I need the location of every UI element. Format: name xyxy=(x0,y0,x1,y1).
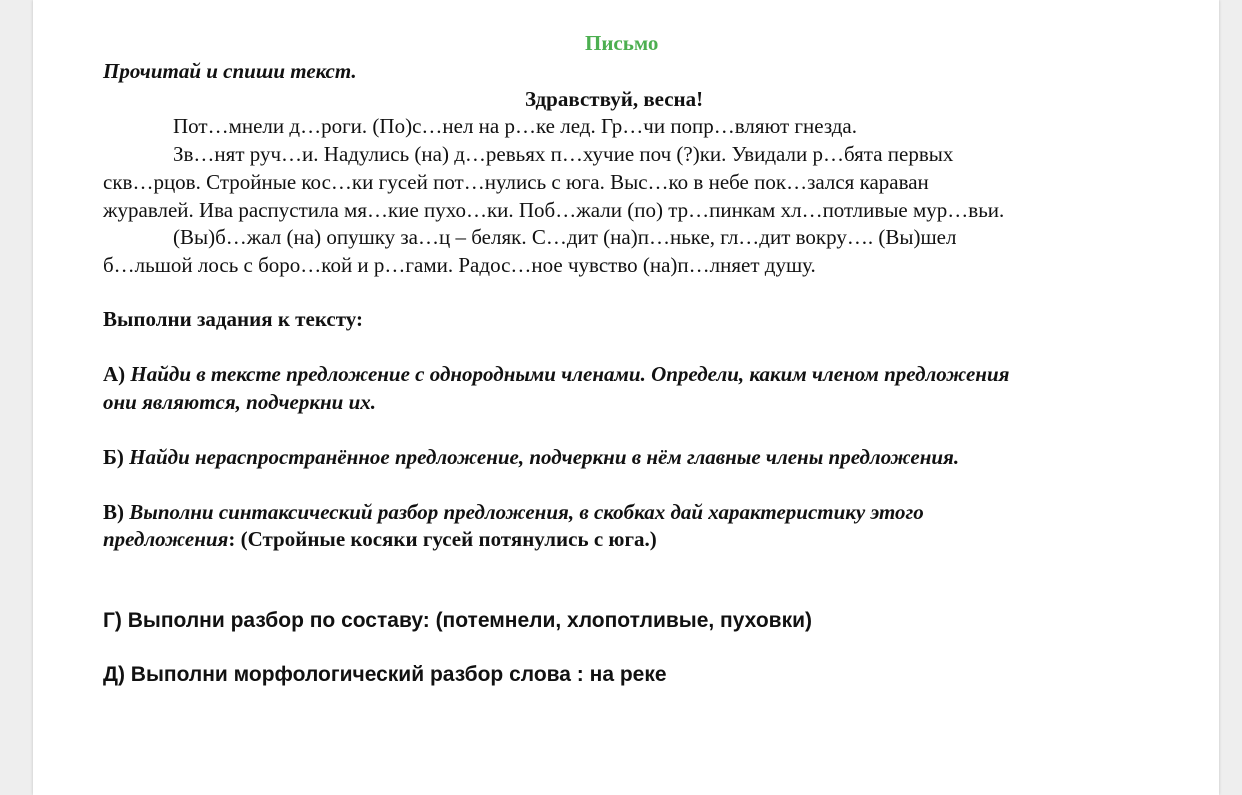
document-page xyxy=(33,0,1219,795)
tasks-header: Выполни задания к тексту: xyxy=(103,307,363,331)
task-v-sentence: : (Стройные косяки гусей потянулись с юга.) xyxy=(228,527,657,551)
task-v-label: В) xyxy=(103,500,130,524)
task-a-text-line1: Найди в тексте предложение с однородными членами. Определи, каким членом предложения xyxy=(130,362,1010,386)
task-b-text: Найди нераспространённое предложение, подчеркни в нём главные члены предложения. xyxy=(129,445,960,469)
task-d: Д) Выполни морфологический разбор слова : на реке xyxy=(103,663,667,686)
paragraph-line: б…льшой лось с боро…кой и р…гами. Радос…ное чувство (на)п…лняет душу. xyxy=(103,253,816,277)
task-v-line2 xyxy=(103,525,657,553)
paragraph-line: скв…рцов. Стройные кос…ки гусей пот…нулись с юга. Выс…ко в небе пок…зался караван xyxy=(103,170,929,194)
task-a-text-line2: они являются, подчеркни их. xyxy=(103,390,377,414)
instruction-text: Прочитай и спиши текст. xyxy=(103,59,357,83)
task-b xyxy=(103,443,959,471)
text-title: Здравствуй, весна! xyxy=(525,87,704,111)
task-a-label: А) xyxy=(103,362,131,386)
task-b-label: Б) xyxy=(103,445,130,469)
task-v-text-line1: Выполни синтаксический разбор предложения, в скобках дай характеристику этого xyxy=(129,500,924,524)
paragraph-line: (Вы)б…жал (на) опушку за…ц – беляк. С…дит (на)п…ньке, гл…дит вокру…. (Вы)шел xyxy=(173,225,957,249)
task-a xyxy=(103,360,1009,388)
task-v-italic-word: предложения xyxy=(103,527,229,551)
paragraph-line: Пот…мнели д…роги. (По)с…нел на р…ке лед. Гр…чи попр…вляют гнезда. xyxy=(173,114,858,138)
paragraph-line: журавлей. Ива распустила мя…кие пухо…ки. Поб…жали (по) тр…пинкам хл…потливые мур…вьи. xyxy=(103,198,1005,222)
task-v xyxy=(103,498,924,526)
task-g: Г) Выполни разбор по составу: (потемнели, хлопотливые, пуховки) xyxy=(103,609,812,632)
paragraph-line: Зв…нят руч…и. Надулись (на) д…ревьях п…хучие поч (?)ки. Увидали р…бята первых xyxy=(173,142,954,166)
document-heading: Письмо xyxy=(585,31,659,55)
